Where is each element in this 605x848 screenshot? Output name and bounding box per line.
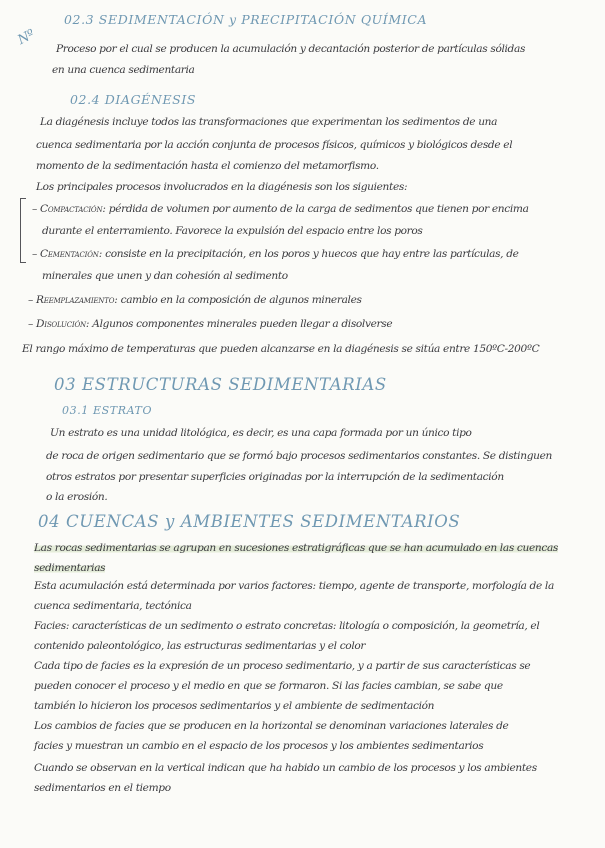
disolucion-text: Algunos componentes minerales pueden llegar a disolverse xyxy=(89,318,393,330)
margin-mark: Nº xyxy=(15,27,38,48)
text-line: Cuando se observan en la vertical indican que ha habido un cambio de los procesos y los ambientes xyxy=(34,762,537,774)
text-line xyxy=(34,542,558,554)
cementacion-text: consiste en la precipitación, en los poros y huecos que hay entre las partículas, de xyxy=(102,248,519,260)
text-line: o la erosión. xyxy=(46,491,108,503)
text-line: contenido paleontológico, las estructuras sedimentarias y el color xyxy=(34,640,366,652)
term-disolucion: Disolución: xyxy=(35,318,90,330)
text-line xyxy=(34,562,105,574)
highlighted-text: sedimentarias xyxy=(34,562,106,574)
text-line: pueden conocer el proceso y el medio en que se formaron. Si las facies cambian, se sabe que xyxy=(34,680,503,692)
term-cementacion: Cementación: xyxy=(39,248,103,260)
text-line: otros estratos por presentar superficies originadas por la interrupción de la sedimentación xyxy=(46,471,504,483)
text-line: Un estrato es una unidad litológica, es decir, es una capa formada por un único tipo xyxy=(50,427,472,439)
text-line: momento de la sedimentación hasta el comienzo del metamorfismo. xyxy=(36,160,379,172)
list-item-disolucion: – Disolución: Algunos componentes minerales pueden llegar a disolverse xyxy=(28,318,393,330)
text-line: Facies: características de un sedimento o estrato concretas: litología o composición, la geometría, el xyxy=(34,620,540,632)
heading-diagenesis: 02.4 DIAGÉNESIS xyxy=(70,92,197,107)
text-line: La diagénesis incluye todos las transformaciones que experimentan los sedimentos de una xyxy=(40,116,498,128)
list-item-reemplazamiento: – Reemplazamiento: cambio en la composición de algunos minerales xyxy=(28,294,362,306)
text-line: también lo hicieron los procesos sedimentarios y el ambiente de sedimentación xyxy=(34,700,435,712)
reemplazamiento-text: cambio en la composición de algunos minerales xyxy=(117,294,362,306)
text-line: Proceso por el cual se producen la acumulación y decantación posterior de partículas sólidas xyxy=(56,43,526,55)
text-line: cuenca sedimentaria, tectónica xyxy=(34,600,192,612)
text-line: facies y muestran un cambio en el espacio de los procesos y los ambientes sedimentarios xyxy=(34,740,484,752)
text-line: en una cuenca sedimentaria xyxy=(52,64,195,76)
text-line: Los cambios de facies que se producen en la horizontal se denominan variaciones laterales de xyxy=(34,720,509,732)
text-line: cuenca sedimentaria por la acción conjunta de procesos físicos, químicos y biológicos desde el xyxy=(36,139,513,151)
list-item-compactacion: – Compactación: pérdida de volumen por aumento de la carga de sedimentos que tienen por encima xyxy=(32,203,529,215)
text-line: Los principales procesos involucrados en la diagénesis son los siguientes: xyxy=(36,181,408,193)
term-compactacion: Compactación: xyxy=(39,203,106,215)
text-line: de roca de origen sedimentario que se formó bajo procesos sedimentarios constantes. Se distinguen xyxy=(46,450,552,462)
term-reemplazamiento: Reemplazamiento: xyxy=(35,294,118,306)
heading-estructuras: 03 ESTRUCTURAS SEDIMENTARIAS xyxy=(54,375,387,394)
text-line: durante el enterramiento. Favorece la expulsión del espacio entre los poros xyxy=(42,225,423,237)
compactacion-text: pérdida de volumen por aumento de la carga de sedimentos que tienen por encima xyxy=(105,203,529,215)
list-bracket xyxy=(20,198,26,263)
subheading-estrato: 03.1 ESTRATO xyxy=(62,404,153,417)
text-line: Esta acumulación está determinada por varios factores: tiempo, agente de transporte, morfología de la xyxy=(34,580,554,592)
text-line: El rango máximo de temperaturas que pueden alcanzarse en la diagénesis se sitúa entre 150ºC-200ºC xyxy=(22,343,540,355)
list-item-cementacion: – Cementación: consiste en la precipitación, en los poros y huecos que hay entre las partículas, de xyxy=(32,248,519,260)
heading-sedimentacion: 02.3 SEDIMENTACIÓN y PRECIPITACIÓN QUÍMICA xyxy=(64,12,428,27)
text-line: minerales que unen y dan cohesión al sedimento xyxy=(42,270,288,282)
heading-cuencas: 04 CUENCAS y AMBIENTES SEDIMENTARIOS xyxy=(38,512,461,531)
text-line: sedimentarios en el tiempo xyxy=(34,782,171,794)
highlighted-text: Las rocas sedimentarias se agrupan en sucesiones estratigráficas que se han acumulado en las cuencas xyxy=(34,542,559,554)
text-line: Cada tipo de facies es la expresión de un proceso sedimentario, y a partir de sus características se xyxy=(34,660,531,672)
